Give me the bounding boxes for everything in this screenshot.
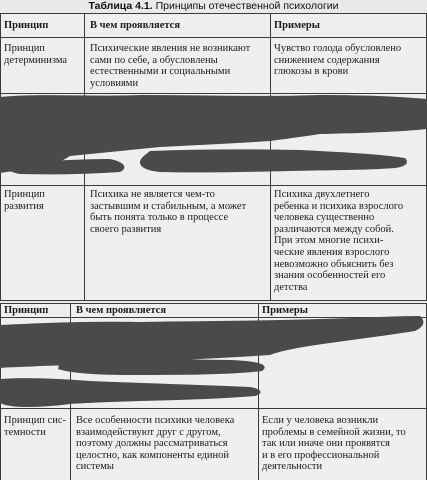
manifestation-determinism: Психические явления не возникают сами по себе, а обусловлены естественными и социальными условиями [90, 43, 251, 89]
principles-table-1 [0, 13, 427, 301]
redaction-shape [58, 359, 265, 375]
principle-development: Принцип развития [4, 189, 45, 212]
principles-table-2 [0, 303, 427, 480]
header-principle: Принцип [4, 305, 49, 316]
principle-determinism: Принцип детерминизма [4, 43, 68, 66]
table-title: Принципы отечественной психологии [155, 0, 339, 12]
redaction-shape [0, 378, 261, 407]
manifestation-systemicity: Все особенности психики человека взаимодействуют друг с другом, поэтому должны рассматриваться целостно, как компоненты единой системы [76, 415, 235, 473]
example-determinism: Чувство голода обусловлено снижением содержания глюкозы в крови [274, 43, 402, 78]
table-number: Таблица 4.1. [88, 0, 153, 12]
redaction-marker-scribble [0, 303, 427, 480]
header-manifestation: В чем проявляется [76, 305, 166, 316]
example-systemicity: Если у человека возникли проблемы в семейной жизни, то так или иначе они проявятся и в его профессиональной деятельности [262, 415, 406, 473]
manifestation-development: Психика не является чем-то застывшим и стабильным, а может быть понята только в процессе своего развития [90, 189, 247, 235]
header-principle: Принцип [4, 20, 49, 31]
example-development: Психика двухлетнего ребенка и психика взрослого человека существенно различаются между собой. При этом многие психи- ческие явления взрослого невозможно объяснить без знания особенностей его детства [274, 189, 404, 293]
header-examples: Примеры [262, 305, 308, 316]
redaction-marker-scribble [0, 13, 427, 301]
table-caption [0, 0, 427, 14]
header-manifestation: В чем проявляется [90, 20, 180, 31]
header-examples: Примеры [274, 20, 320, 31]
principle-systemicity: Принцип сис- темности [4, 415, 66, 438]
redaction-shape [140, 149, 407, 172]
